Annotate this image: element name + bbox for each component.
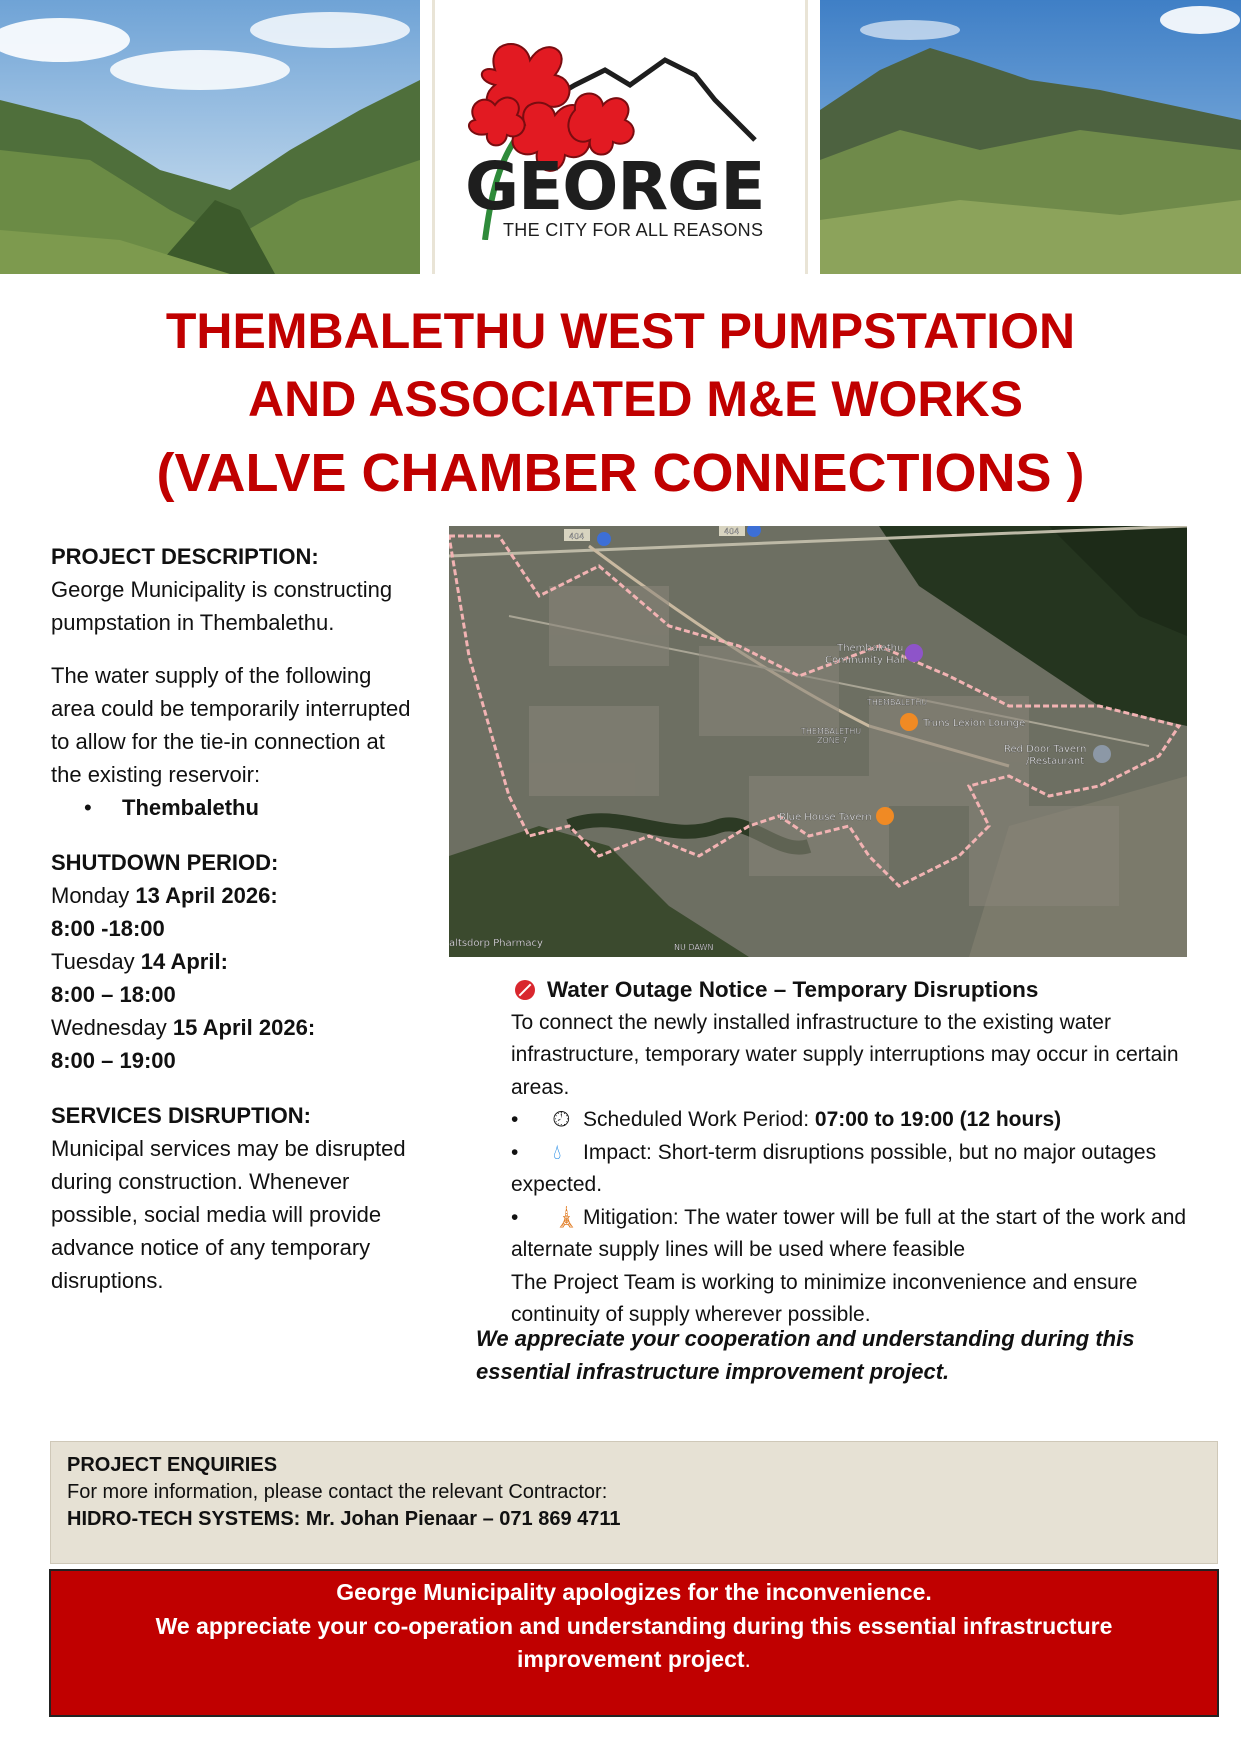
header-landscape-right	[820, 0, 1241, 274]
notice-intro: To connect the newly installed infrastructure to the existing water infrastructure, temporary water supply interruptions may occur in certain areas.	[511, 1010, 1179, 1099]
area-map	[449, 526, 1187, 957]
map-label-zone-2: ZONE 7	[817, 736, 848, 745]
map-label-area: THEMBALETHU	[867, 698, 928, 707]
day-name: Tuesday	[51, 949, 135, 974]
droplet-icon: 💧︎	[553, 1140, 562, 1164]
notice-team-text: The Project Team is working to minimize inconvenience and ensure continuity of supply wherever possible.	[511, 1270, 1138, 1326]
project-description: George Municipality is constructing pumpstation in Thembalethu.	[51, 577, 393, 635]
notice-heading-row	[511, 974, 1191, 1007]
day-date: 13 April 2026:	[135, 883, 278, 908]
map-label-zone-1: THEMBALETHU	[801, 727, 862, 736]
area-name: Thembalethu	[122, 795, 259, 820]
map-label-lounge: Truns Lexion Lounge	[923, 718, 1026, 729]
notice-item-3	[511, 1202, 1191, 1267]
bullet-icon: •	[84, 795, 92, 820]
notice-closing: We appreciate your cooperation and understanding during this essential infrastructure improvement project.	[476, 1326, 1135, 1384]
bullet-icon: •	[511, 1205, 519, 1229]
notice-item-1	[511, 1104, 1191, 1137]
logo-tagline: THE CITY FOR ALL REASONS	[503, 220, 764, 240]
map-label-pharmacy: altsdorp Pharmacy	[449, 938, 543, 949]
logo-wordmark: GEORGE	[465, 148, 765, 225]
project-heading: PROJECT DESCRIPTION:	[51, 544, 319, 569]
day-name: Wednesday	[51, 1015, 167, 1040]
shutdown-time-3: 8:00 – 19:00	[51, 1048, 176, 1073]
apology-line-2: We appreciate your co-operation and understanding during this essential infrastructure	[155, 1612, 1113, 1639]
map-label-hall-2: Community Hall	[825, 655, 906, 666]
apology-line-3-row	[51, 1643, 1217, 1677]
services-text: Municipal services may be disrupted during construction. Whenever possible, social media will provide advance notice of any temporary disruptions.	[51, 1136, 406, 1293]
shutdown-day-2	[51, 945, 421, 978]
day-name: Monday	[51, 883, 130, 908]
apology-line-3: improvement project	[517, 1646, 745, 1672]
bullet-icon: •	[511, 1108, 519, 1131]
logo-panel	[432, 0, 808, 274]
no-water-icon	[515, 980, 535, 1000]
shutdown-time-1: 8:00 -18:00	[51, 916, 165, 941]
project-enquiries-box	[50, 1441, 1218, 1564]
title-line-3: (VALVE CHAMBER CONNECTIONS )	[156, 443, 1085, 503]
header-landscape-left	[0, 0, 420, 274]
apology-banner	[49, 1569, 1219, 1717]
map-label-nudawn: NU DAWN	[674, 943, 714, 952]
clock-icon: 🕗︎	[553, 1108, 570, 1131]
shutdown-day-1	[51, 879, 421, 912]
day-date: 15 April 2026:	[172, 1015, 316, 1040]
enquiries-heading: PROJECT ENQUIRIES	[67, 1454, 278, 1476]
map-label-bluehouse: Blue House Tavern	[779, 812, 872, 823]
water-tower-icon: 🗼︎	[553, 1205, 580, 1229]
notice-item-bold: 07:00 to 19:00 (12 hours)	[814, 1108, 1062, 1131]
notice-item-label: Mitigation: The water tower will be full at the start of the work and alternate supply lines will be used where feasible	[511, 1205, 1187, 1261]
map-label-hall-1: Thembalethu	[837, 643, 904, 654]
apology-line-1: George Municipality apologizes for the inconvenience.	[336, 1579, 932, 1605]
enquiries-text: For more information, please contact the relevant Contractor:	[67, 1481, 608, 1503]
map-label-tavern-2: /Restaurant	[1026, 756, 1085, 767]
day-date: 14 April:	[140, 949, 228, 974]
notice-item-2	[511, 1137, 1191, 1202]
apology-line-3-end: .	[744, 1646, 751, 1672]
shutdown-heading: SHUTDOWN PERIOD:	[51, 850, 279, 875]
water-outage-notice	[511, 974, 1191, 1332]
left-column	[51, 540, 421, 1297]
title-line-1: THEMBALETHU WEST PUMPSTATION	[165, 303, 1076, 359]
supply-text: The water supply of the following area could be temporarily interrupted to allow for the tie-in connection at the existing reservoir:	[51, 663, 411, 787]
shutdown-time-2: 8:00 – 18:00	[51, 982, 176, 1007]
services-heading: SERVICES DISRUPTION:	[51, 1103, 311, 1128]
map-label-tavern-1: Red Door Tavern	[1004, 744, 1087, 755]
shutdown-day-3	[51, 1011, 421, 1044]
map-road-label-1: 404	[569, 532, 585, 541]
bullet-icon: •	[511, 1140, 519, 1164]
map-road-label-2: 404	[724, 527, 740, 536]
title-line-2: AND ASSOCIATED M&E WORKS	[248, 371, 1023, 427]
notice-item-label: Impact: Short-term disruptions possible, but no major outages expected.	[511, 1140, 1157, 1196]
enquiries-contact: HIDRO-TECH SYSTEMS: Mr. Johan Pienaar – 071 869 4711	[67, 1508, 621, 1530]
area-list-item	[84, 791, 421, 824]
notice-item-label: Scheduled Work Period:	[583, 1108, 815, 1131]
notice-heading: Water Outage Notice – Temporary Disruptions	[547, 977, 1039, 1002]
